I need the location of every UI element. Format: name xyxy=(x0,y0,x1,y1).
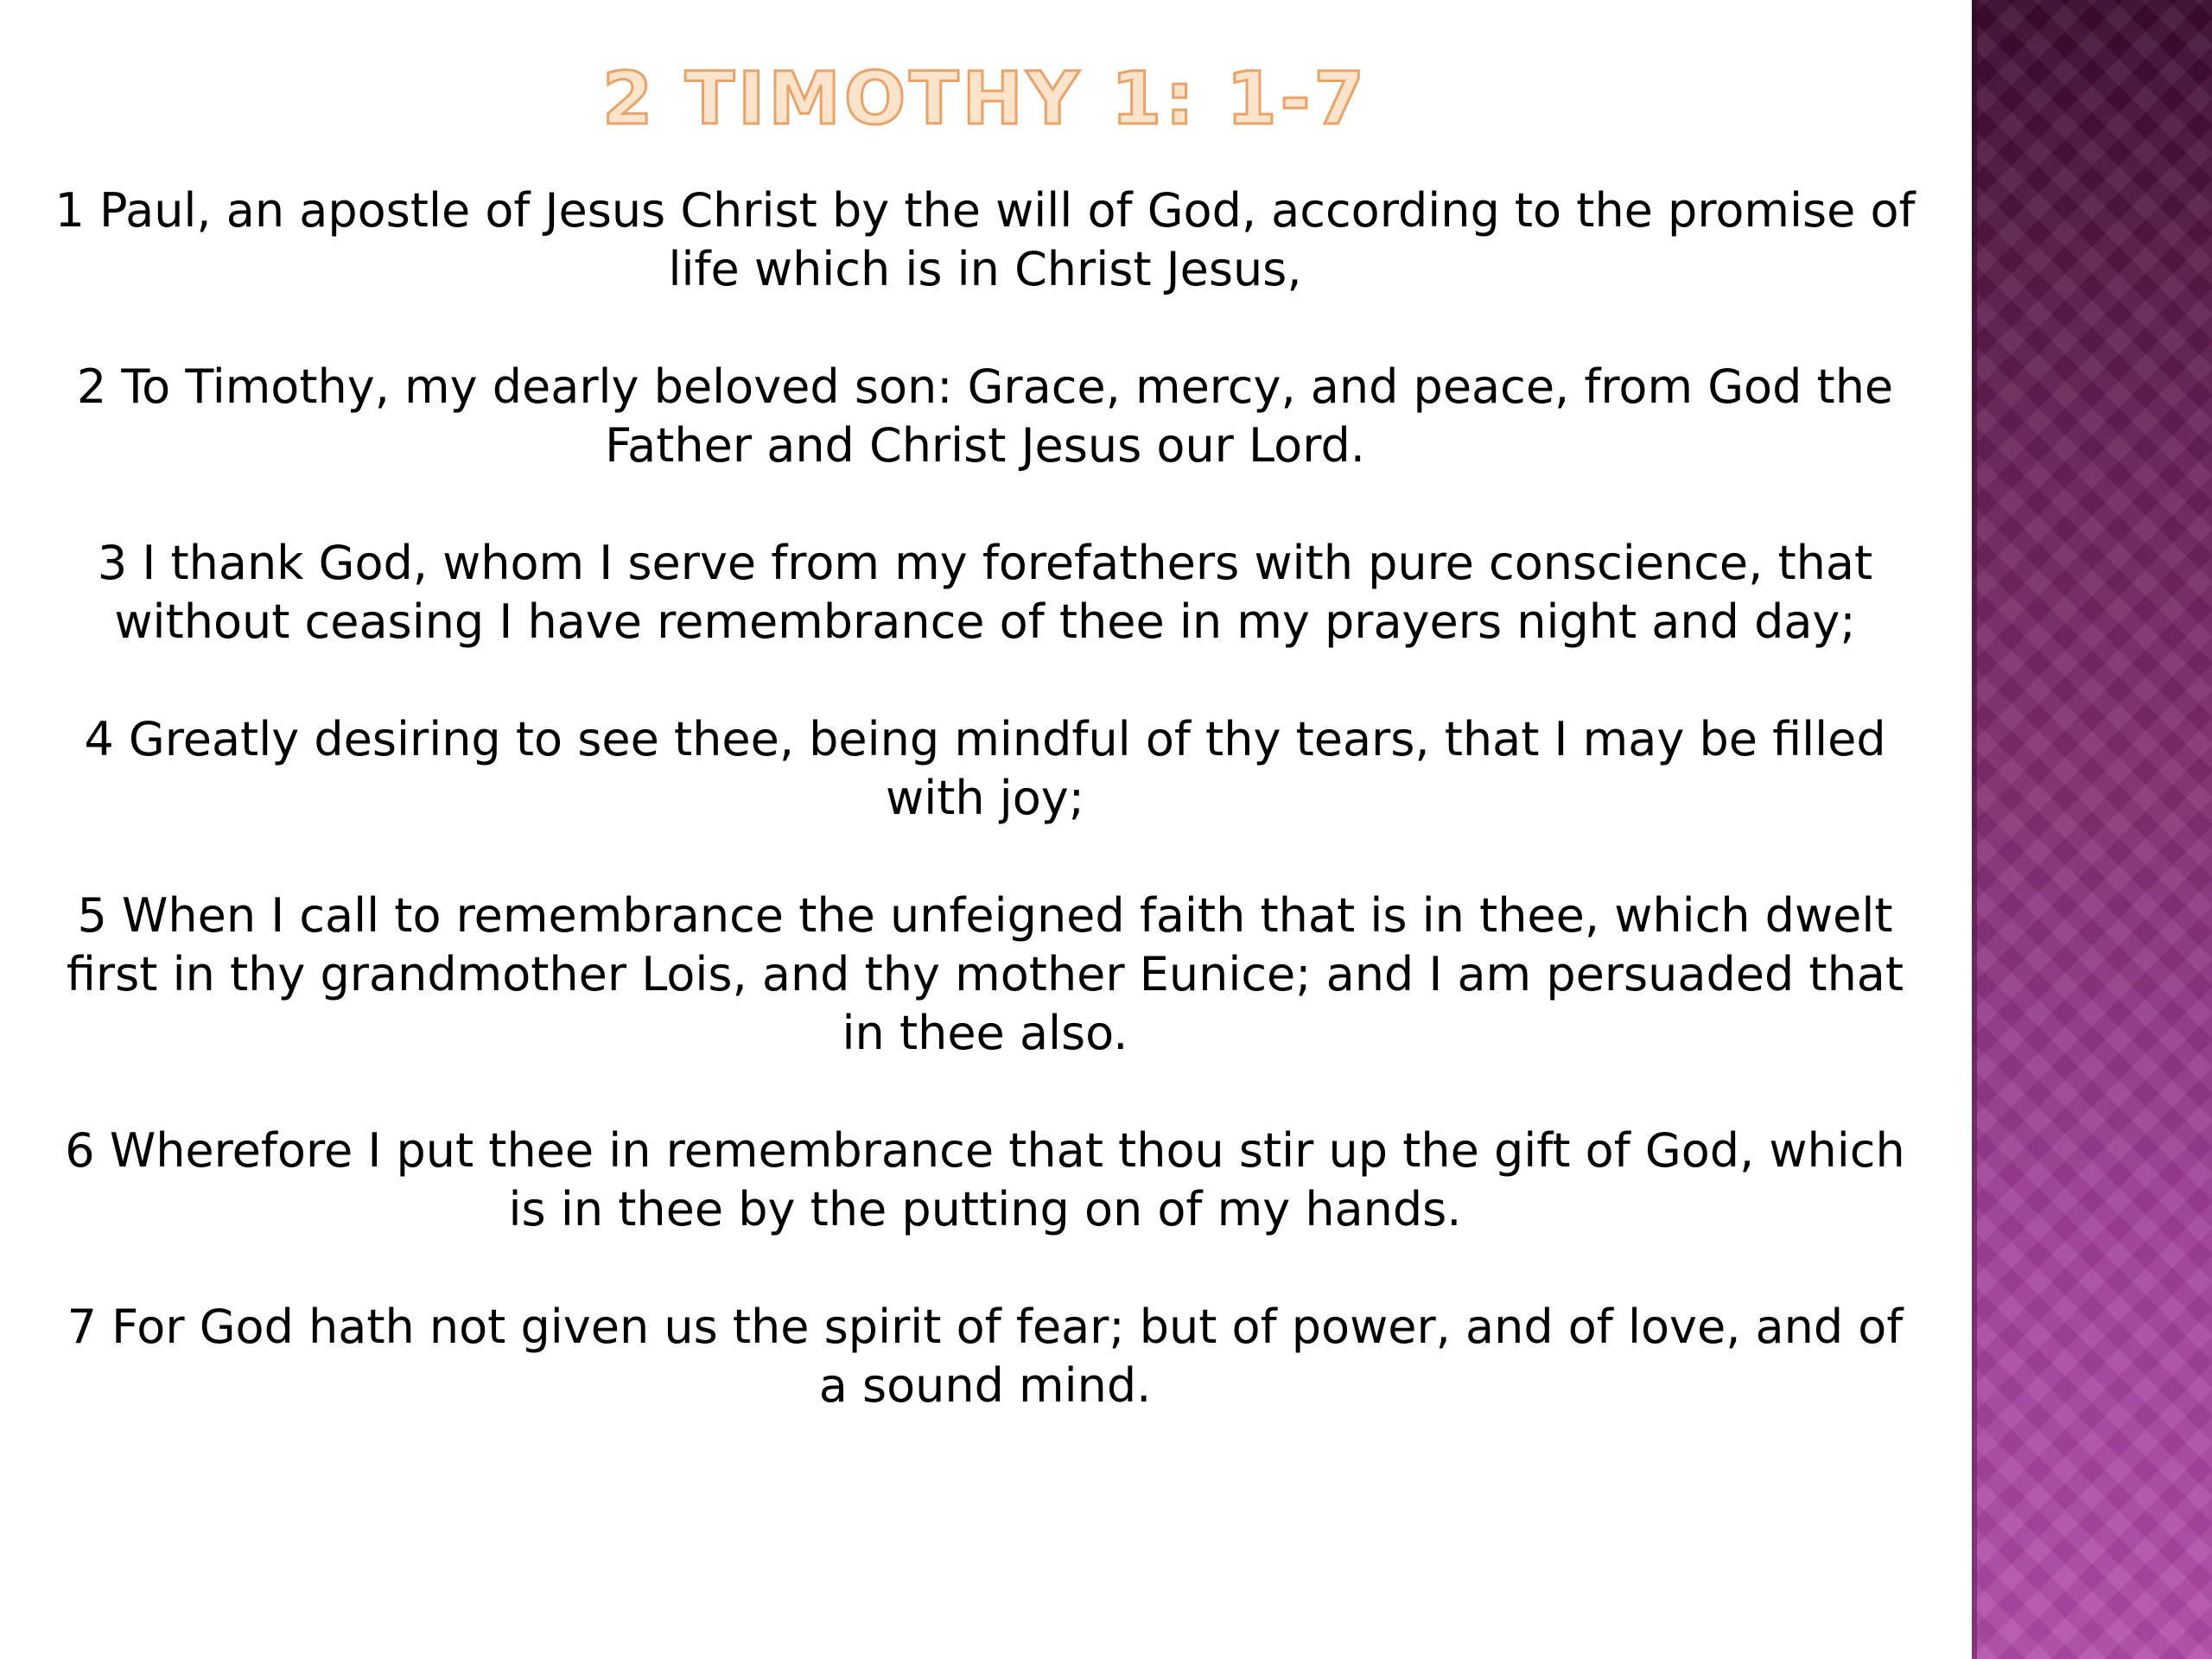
verse-5: 5 When I call to remembrance the unfeigned faith that is in thee, which dwelt first in thy grandmother Lois, and thy mother Eunice; and I am persuaded that in thee also. xyxy=(66,888,1904,1060)
verse-2: 2 To Timothy, my dearly beloved son: Grace, mercy, and peace, from God the Father and Christ Jesus our Lord. xyxy=(76,359,1894,473)
verse-7: 7 For God hath not given us the spirit of fear; but of power, and of love, and of a sound mind. xyxy=(67,1300,1904,1413)
side-panel-edge xyxy=(1972,0,1977,1659)
verse-1: 1 Paul, an apostle of Jesus Christ by the will of God, according to the promise of life which is in Christ Jesus, xyxy=(54,183,1916,296)
slide-title: 2 TIMOTHY 1: 1-7 xyxy=(602,56,1368,141)
verse-list xyxy=(52,181,1918,1474)
decorative-side-panel xyxy=(1972,0,2212,1659)
verse-6: 6 Wherefore I put thee in remembrance that thou stir up the gift of God, which is in thee by the putting on of my hands. xyxy=(65,1123,1905,1236)
verse-3: 3 I thank God, whom I serve from my forefathers with pure conscience, that without ceasing I have remembrance of thee in my prayers night and day; xyxy=(97,536,1873,649)
verse-4: 4 Greatly desiring to see thee, being mindful of thy tears, that I may be filled with joy; xyxy=(84,712,1886,825)
